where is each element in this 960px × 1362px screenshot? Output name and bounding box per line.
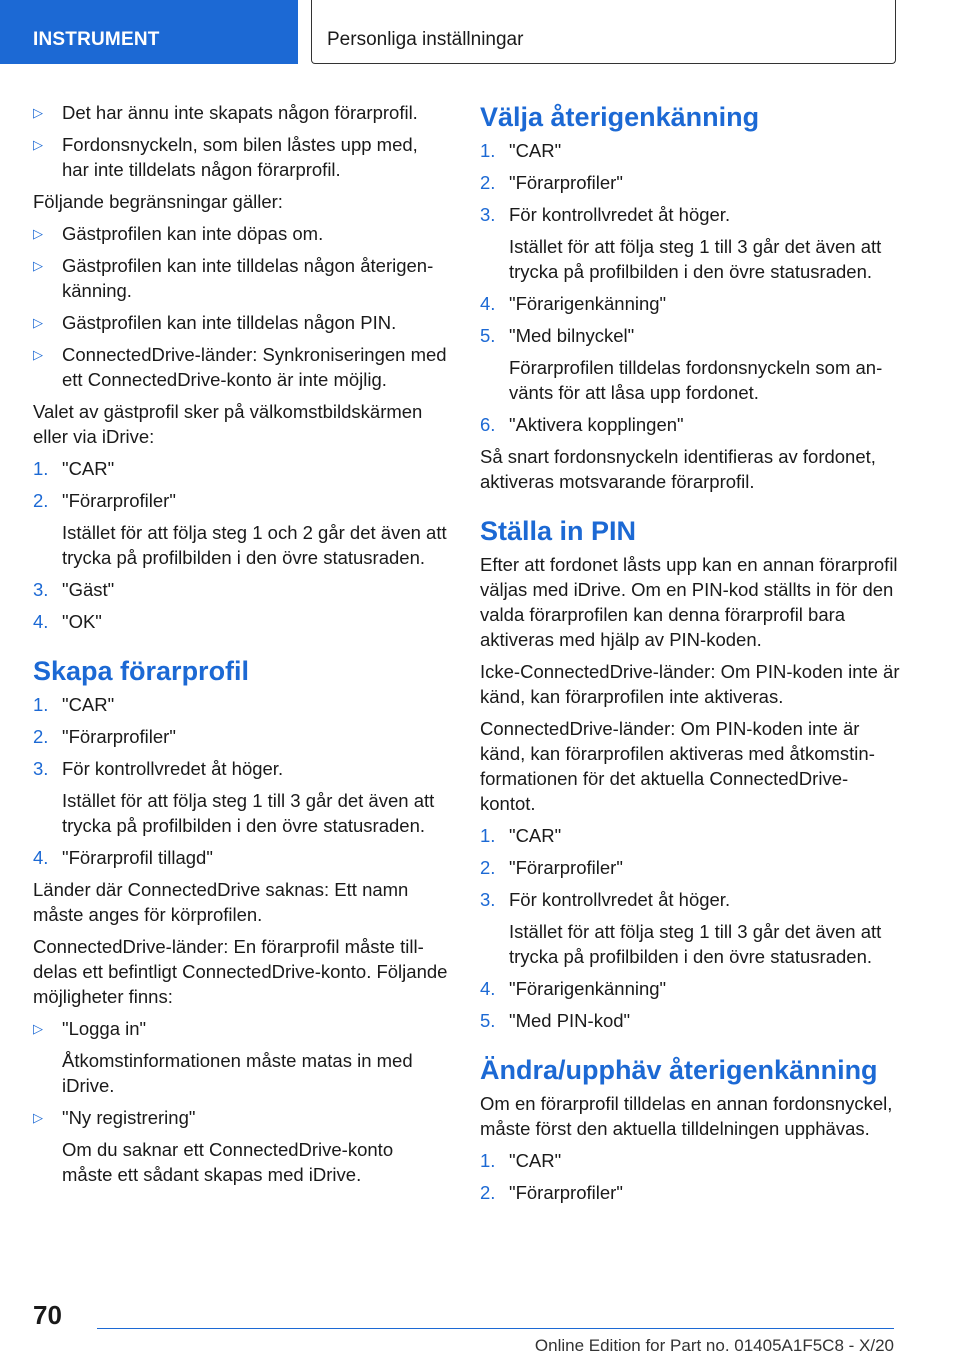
step-number: 2. <box>480 172 496 193</box>
step-number: 6. <box>480 414 496 435</box>
list-item: ▷ Gästprofilen kan inte tilldelas någon återigenkänning. <box>33 255 434 301</box>
triangle-bullet-icon: ▷ <box>33 226 43 241</box>
step-item <box>33 845 448 870</box>
restrictions-intro: Följande begränsningar gäller: <box>33 191 283 212</box>
step-text: "CAR" <box>509 1150 562 1171</box>
step-item <box>480 323 900 405</box>
step-text: "Förarprofiler" <box>509 172 623 193</box>
pin-steps <box>480 823 900 1033</box>
step-text: "Förarprofiler" <box>62 490 176 511</box>
step-item <box>33 488 448 570</box>
step-note: Förarprofilen tilldelas fordonsnyckeln som använts för att låsa upp fordonet. <box>509 357 883 403</box>
connecteddrive-options <box>33 1016 448 1187</box>
step-text: "CAR" <box>62 458 115 479</box>
step-number: 1. <box>480 1150 496 1171</box>
option-label: "Ny registrering" <box>62 1107 196 1128</box>
no-connecteddrive-text: Länder där ConnectedDrive saknas: Ett namn måste anges för körprofilen. <box>33 879 409 925</box>
left-column <box>33 100 448 1194</box>
change-recognition-heading: Ändra/upphäv återigenkänning <box>480 1055 878 1085</box>
step-text: "Förarprofil tillagd" <box>62 847 213 868</box>
recognition-steps <box>480 138 900 437</box>
step-item <box>480 202 900 284</box>
page-header <box>0 0 960 66</box>
step-text: För kontrollvredet åt höger. <box>509 889 731 910</box>
triangle-bullet-icon: ▷ <box>33 137 43 152</box>
change-paragraph: Om en förarprofil tilldelas en annan fordonsnyckel, måste först den aktuella tilldelningen upphävas. <box>480 1093 893 1139</box>
pin-paragraph-2: Icke-ConnectedDrive-länder: Om PIN-koden inte är känd, kan förarprofilen inte aktiveras. <box>480 661 900 707</box>
triangle-bullet-icon: ▷ <box>33 105 43 120</box>
step-number: 1. <box>33 694 49 715</box>
recognition-outro: Så snart fordonsnyckeln identifieras av fordonet, aktiveras motsvarande förarprofil. <box>480 446 876 492</box>
step-number: 1. <box>480 825 496 846</box>
step-item <box>480 823 900 848</box>
pin-heading: Ställa in PIN <box>480 516 637 546</box>
step-note: Istället för att följa steg 1 till 3 går det även att trycka på profilbilden i den övre statusraden. <box>509 236 882 282</box>
triangle-bullet-icon: ▷ <box>33 258 43 273</box>
footer-divider <box>97 1328 894 1329</box>
option-label: "Logga in" <box>62 1018 147 1039</box>
step-text: "Förarprofiler" <box>509 1182 623 1203</box>
step-item <box>33 456 448 481</box>
pin-paragraph-1: Efter att fordonet låsts upp kan en annan förarprofil väljas med iDrive. Om en PIN-kod ställts in för den valda förarprofilen kan denna förarprofil bara aktiveras med hjälp av PIN-koden. <box>480 554 898 650</box>
step-item <box>480 1008 900 1033</box>
list-item <box>33 1016 448 1098</box>
step-number: 2. <box>33 726 49 747</box>
step-note: Istället för att följa steg 1 till 3 går det även att trycka på profilbilden i den övre statusraden. <box>509 921 882 967</box>
step-item <box>480 1148 900 1173</box>
step-item <box>33 724 448 749</box>
step-number: 2. <box>480 857 496 878</box>
step-item <box>480 976 900 1001</box>
restrictions-list <box>33 221 448 392</box>
step-item <box>480 887 900 969</box>
step-number: 1. <box>33 458 49 479</box>
step-item <box>480 855 900 880</box>
step-item <box>33 609 448 634</box>
list-item: ▷ Det har ännu inte skapats någon förarprofil. <box>33 102 418 123</box>
step-note: Istället för att följa steg 1 till 3 går det även att trycka på profilbilden i den övre statusraden. <box>62 790 435 836</box>
step-text: "Med PIN-kod" <box>509 1010 631 1031</box>
step-text: "Förarigenkänning" <box>509 978 667 999</box>
step-text: "Gäst" <box>62 579 115 600</box>
step-text: För kontrollvredet åt höger. <box>509 204 731 225</box>
step-text: "CAR" <box>509 140 562 161</box>
step-text: "Aktivera kopplingen" <box>509 414 684 435</box>
step-item <box>33 756 448 838</box>
change-steps <box>480 1148 900 1205</box>
step-number: 3. <box>33 758 49 779</box>
intro-bullet-list <box>33 100 448 182</box>
step-item <box>480 412 900 437</box>
step-text: "Förarigenkänning" <box>509 293 667 314</box>
option-note: Om du saknar ett ConnectedDrive-konto måste ett sådant skapas med iDrive. <box>62 1139 394 1185</box>
triangle-bullet-icon: ▷ <box>33 315 43 330</box>
page-number: 70 <box>33 1300 62 1330</box>
triangle-bullet-icon: ▷ <box>33 347 43 362</box>
step-number: 4. <box>480 293 496 314</box>
step-number: 3. <box>33 579 49 600</box>
step-text: "OK" <box>62 611 102 632</box>
list-item: ▷ Gästprofilen kan inte tilldelas någon PIN. <box>33 312 397 333</box>
step-text: För kontrollvredet åt höger. <box>62 758 284 779</box>
step-item <box>480 170 900 195</box>
right-column <box>480 100 900 1212</box>
step-text: "Med bilnyckel" <box>509 325 635 346</box>
triangle-bullet-icon: ▷ <box>33 1110 43 1125</box>
pin-paragraph-3: ConnectedDrive-länder: Om PIN-koden inte är känd, kan förarprofilen aktiveras med åtkomstinformationen för det aktuella ConnectedDrive-kontot. <box>480 718 875 814</box>
step-item <box>480 291 900 316</box>
guest-intro: Valet av gästprofil sker på välkomstbildskärmen eller via iDrive: <box>33 401 423 447</box>
step-note: Istället för att följa steg 1 och 2 går det även att trycka på profilbilden i den övre statusraden. <box>62 522 447 568</box>
step-number: 4. <box>33 611 49 632</box>
list-item: ▷ ConnectedDrive-länder: Synkroniseringen med ett ConnectedDrive-konto är inte möjlig. <box>33 344 447 390</box>
step-number: 3. <box>480 204 496 225</box>
step-number: 4. <box>480 978 496 999</box>
step-text: "CAR" <box>509 825 562 846</box>
step-text: "Förarprofiler" <box>509 857 623 878</box>
step-number: 2. <box>480 1182 496 1203</box>
step-number: 5. <box>480 325 496 346</box>
step-number: 1. <box>480 140 496 161</box>
create-steps <box>33 692 448 870</box>
edition-footer: Online Edition for Part no. 01405A1F5C8 - X/20 <box>534 1336 894 1355</box>
step-item <box>33 577 448 602</box>
step-number: 5. <box>480 1010 496 1031</box>
chapter-title: Personliga inställningar <box>311 0 896 64</box>
step-number: 2. <box>33 490 49 511</box>
step-number: 3. <box>480 889 496 910</box>
triangle-bullet-icon: ▷ <box>33 1021 43 1036</box>
connecteddrive-text: ConnectedDrive-länder: En förarprofil måste tilldelas ett befintligt ConnectedDrive-konto. Följande möjligheter finns: <box>33 936 448 1007</box>
step-item <box>33 692 448 717</box>
guest-steps <box>33 456 448 634</box>
step-text: "Förarprofiler" <box>62 726 176 747</box>
create-profile-heading: Skapa förarprofil <box>33 656 250 686</box>
list-item <box>33 1105 448 1187</box>
step-item <box>480 138 900 163</box>
step-item <box>480 1180 900 1205</box>
step-number: 4. <box>33 847 49 868</box>
recognition-heading: Välja återigenkänning <box>480 102 760 132</box>
step-text: "CAR" <box>62 694 115 715</box>
list-item: ▷ Fordonsnyckeln, som bilen låstes upp med, har inte tilldelats någon förarprofil. <box>33 134 418 180</box>
option-note: Åtkomstinformationen måste matas in med iDrive. <box>62 1050 413 1096</box>
list-item: ▷ Gästprofilen kan inte döpas om. <box>33 223 324 244</box>
section-tab[interactable]: INSTRUMENT <box>0 0 298 64</box>
